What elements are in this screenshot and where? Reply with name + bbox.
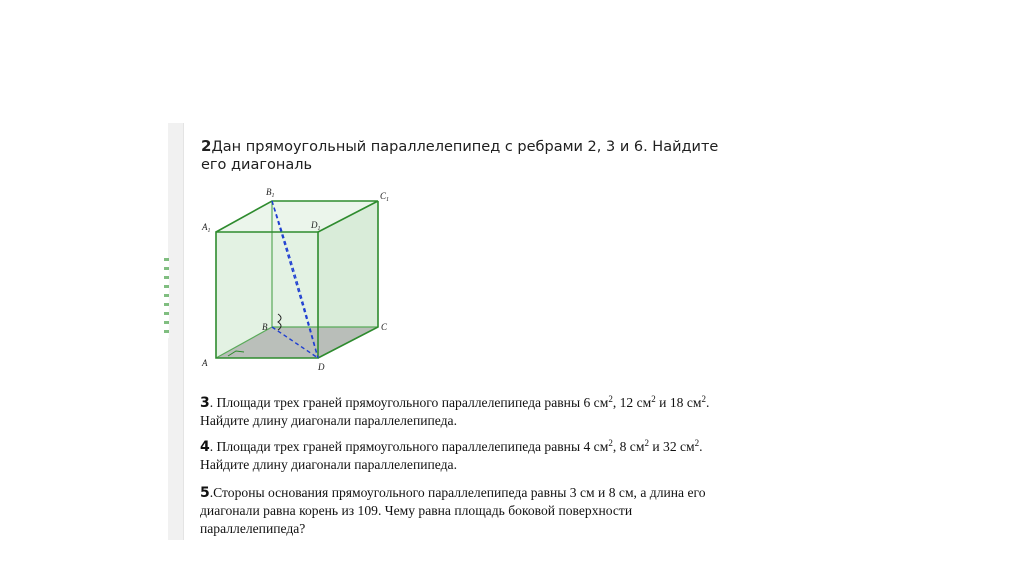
label-c: C — [381, 322, 388, 332]
problem-3-text-c: и 18 см — [655, 395, 702, 410]
parallelepiped-figure — [198, 186, 408, 376]
problem-3-sup-1: 2 — [608, 394, 613, 404]
problem-4-text-d: . Найдите длину диагонали параллелепипеда. — [200, 439, 703, 472]
problem-4 — [200, 438, 740, 474]
label-d: D — [318, 362, 325, 372]
problem-3-text-d: . Найдите длину диагонали параллелепипеда. — [200, 395, 710, 428]
problem-4-number: 4 — [200, 439, 210, 455]
problem-4-sup-2: 2 — [644, 438, 649, 448]
problem-5-text: .Стороны основания прямоугольного параллелепипеда равны 3 см и 8 см, а длина его диагонали равна корень из 109. Чему равна площадь боковой поверхности параллелепипеда? — [200, 485, 706, 536]
problem-3-sup-2: 2 — [651, 394, 656, 404]
problem-2 — [201, 137, 731, 174]
label-c1: $C_1$ — [380, 191, 390, 203]
left-panel-strip — [168, 123, 184, 540]
problem-5 — [200, 484, 740, 538]
problem-4-text-c: и 32 см — [648, 439, 695, 454]
label-a1: $A_1$ — [202, 222, 211, 234]
label-a: A — [202, 358, 208, 368]
problem-3-sup-3: 2 — [701, 394, 706, 404]
problem-4-sup-3: 2 — [694, 438, 700, 448]
problem-2-number: 2 — [201, 137, 212, 155]
problem-5-number: 5 — [200, 485, 210, 501]
problem-2-text: Дан прямоугольный параллелепипед с ребрами 2, 3 и 6. Найдите его диагональ — [201, 139, 719, 173]
problem-3-text-b: , 12 см — [612, 395, 652, 410]
problem-3 — [200, 394, 740, 430]
label-d1: $D_1$ — [311, 220, 321, 232]
label-b: B — [262, 322, 268, 332]
left-panel-marker — [164, 258, 169, 338]
problem-4-text-a: . Площади трех граней прямоугольного параллелепипеда равны 4 см — [209, 439, 609, 454]
problem-4-sup-1: 2 — [608, 438, 613, 448]
problem-3-number: 3 — [200, 395, 210, 411]
label-b1: $B_1$ — [266, 187, 275, 199]
problem-4-text-b: , 8 см — [612, 439, 645, 454]
problem-3-text-a: . Площади трех граней прямоугольного параллелепипеда равны 6 см — [209, 395, 609, 410]
